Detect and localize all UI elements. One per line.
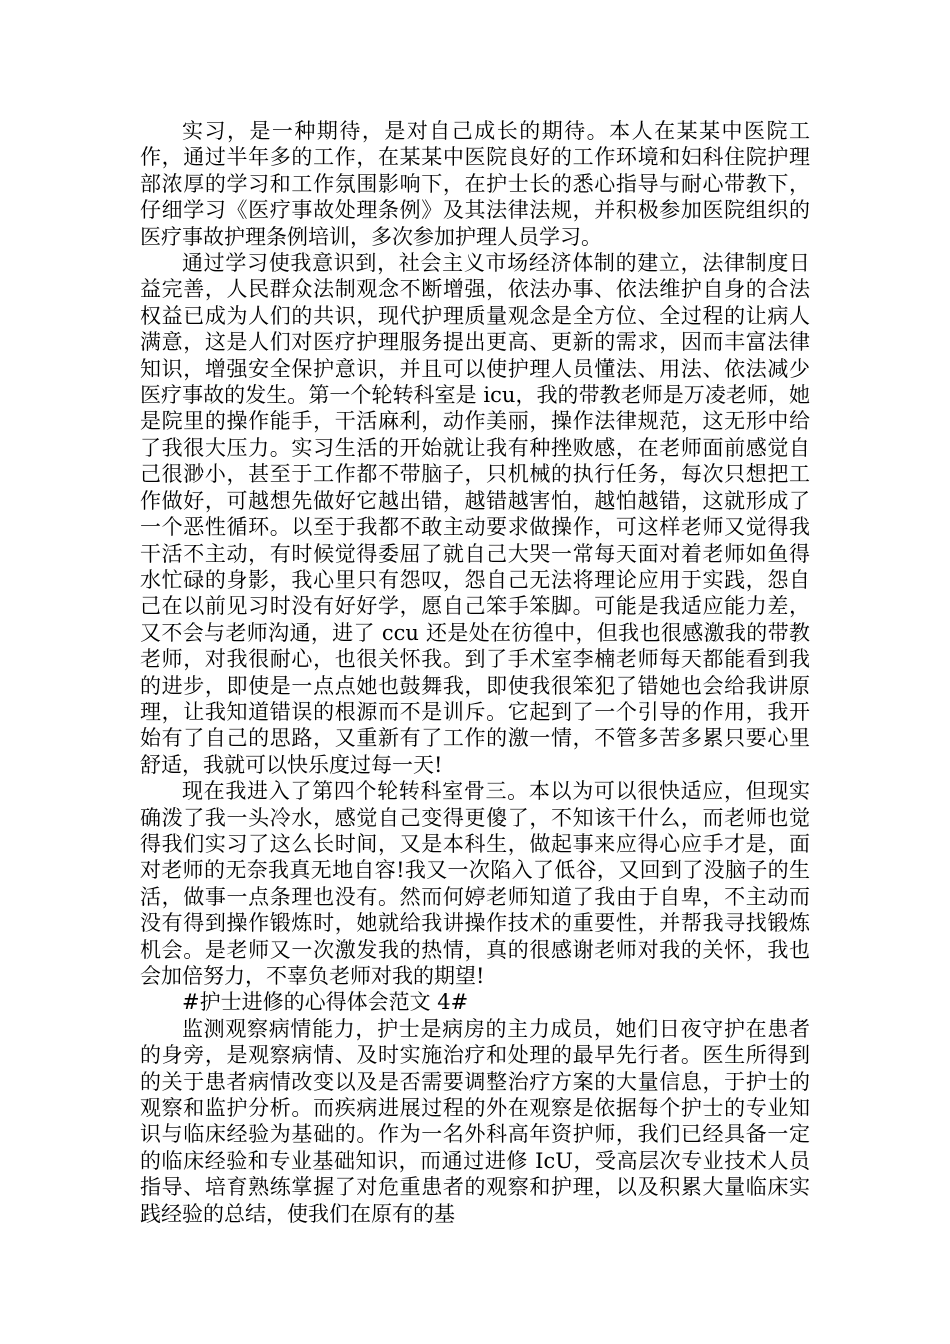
paragraph-3: 现在我进入了第四个轮转科室骨三。本以为可以很快适应，但现实确泼了我一头冷水，感觉自己变得更傻了，不知该干什么，而老师也觉得我们实习了这么长时间，又是本科生，做起事来应得心应手才是，面对老师的无奈我真无地自容!我又一次陷入了低谷，又回到了没脑子的生活，做事一点条理也没有。然而何婷老师知道了我由于自卑，不主动而没有得到操作锻炼时，她就给我讲操作技术的重要性，并帮我寻找锻炼机会。是老师又一次激发我的热情，真的很感谢老师对我的关怀，我也会加倍努力，不辜负老师对我的期望! [140, 779, 810, 988]
document-body [140, 118, 810, 1227]
section-heading: #护士进修的心得体会范文 4# [182, 990, 469, 1015]
paragraph-2: 通过学习使我意识到，社会主义市场经济体制的建立，法律制度日益完善，人民群众法制观念不断增强，依法办事、依法维护自身的合法权益已成为人们的共识，现代护理质量观念是全方位、全过程的让病人满意，这是人们对医疗护理服务提出更高、更新的需求，因而丰富法律知识，增强安全保护意识，并且可以使护理人员懂法、用法、依法减少医疗事故的发生。第一个轮转科室是 icu，我的带教老师是万凌老师，她是院里的操作能手，干活麻利，动作美丽，操作法律规范，这无形中给了我很大压力。实习生活的开始就让我有种挫败感，在老师面前感觉自己很渺小，甚至于工作都不带脑子，只机械的执行任务，每次只想把工作做好，可越想先做好它越出错，越错越害怕，越怕越错，这就形成了一个恶性循环。以至于我都不敢主动要求做操作，可这样老师又觉得我干活不主动，有时候觉得委屈了就自己大哭一常每天面对着老师如鱼得水忙碌的身影，我心里只有怨叹，怨自己无法将理论应用于实践，怨自己在以前见习时没有好好学，愿自己笨手笨脚。可能是我适应能力差，又不会与老师沟通，进了 ccu 还是处在彷徨中，但我也很感激我的带教老师，对我很耐心，也很关怀我。到了手术室李楠老师每天都能看到我的进步，即使是一点点她也鼓舞我，即使我很笨犯了错她也会给我讲原理，让我知道错误的根源而不是训斥。它起到了一个引导的作用，我开始有了自己的思路，又重新有了工作的激一情，不管多苦多累只要心里舒适，我就可以快乐度过每一天! [140, 251, 810, 777]
paragraph-1: 实习，是一种期待，是对自己成长的期待。本人在某某中医院工作，通过半年多的工作，在某某中医院良好的工作环境和妇科住院护理部浓厚的学习和工作氛围影响下，在护士长的悉心指导与耐心带教下，仔细学习《医疗事故处理条例》及其法律法规，并积极参加医院组织的医疗事故护理条例培训，多次参加护理人员学习。 [140, 119, 810, 249]
paragraph-4: 监测观察病情能力，护士是病房的主力成员，她们日夜守护在患者的身旁，是观察病情、及时实施治疗和处理的最早先行者。医生所得到的关于患者病情改变以及是否需要调整治疗方案的大量信息，于护士的观察和监护分析。而疾病进展过程的外在观察是依据每个护士的专业知识与临床经验为基础的。作为一名外科高年资护师，我们已经具备一定的临床经验和专业基础知识，而通过进修 IcU，受高层次专业技术人员指导、培育熟练掌握了对危重患者的观察和护理，以及积累大量临床实践经验的总结，使我们在原有的基 [140, 1016, 810, 1226]
